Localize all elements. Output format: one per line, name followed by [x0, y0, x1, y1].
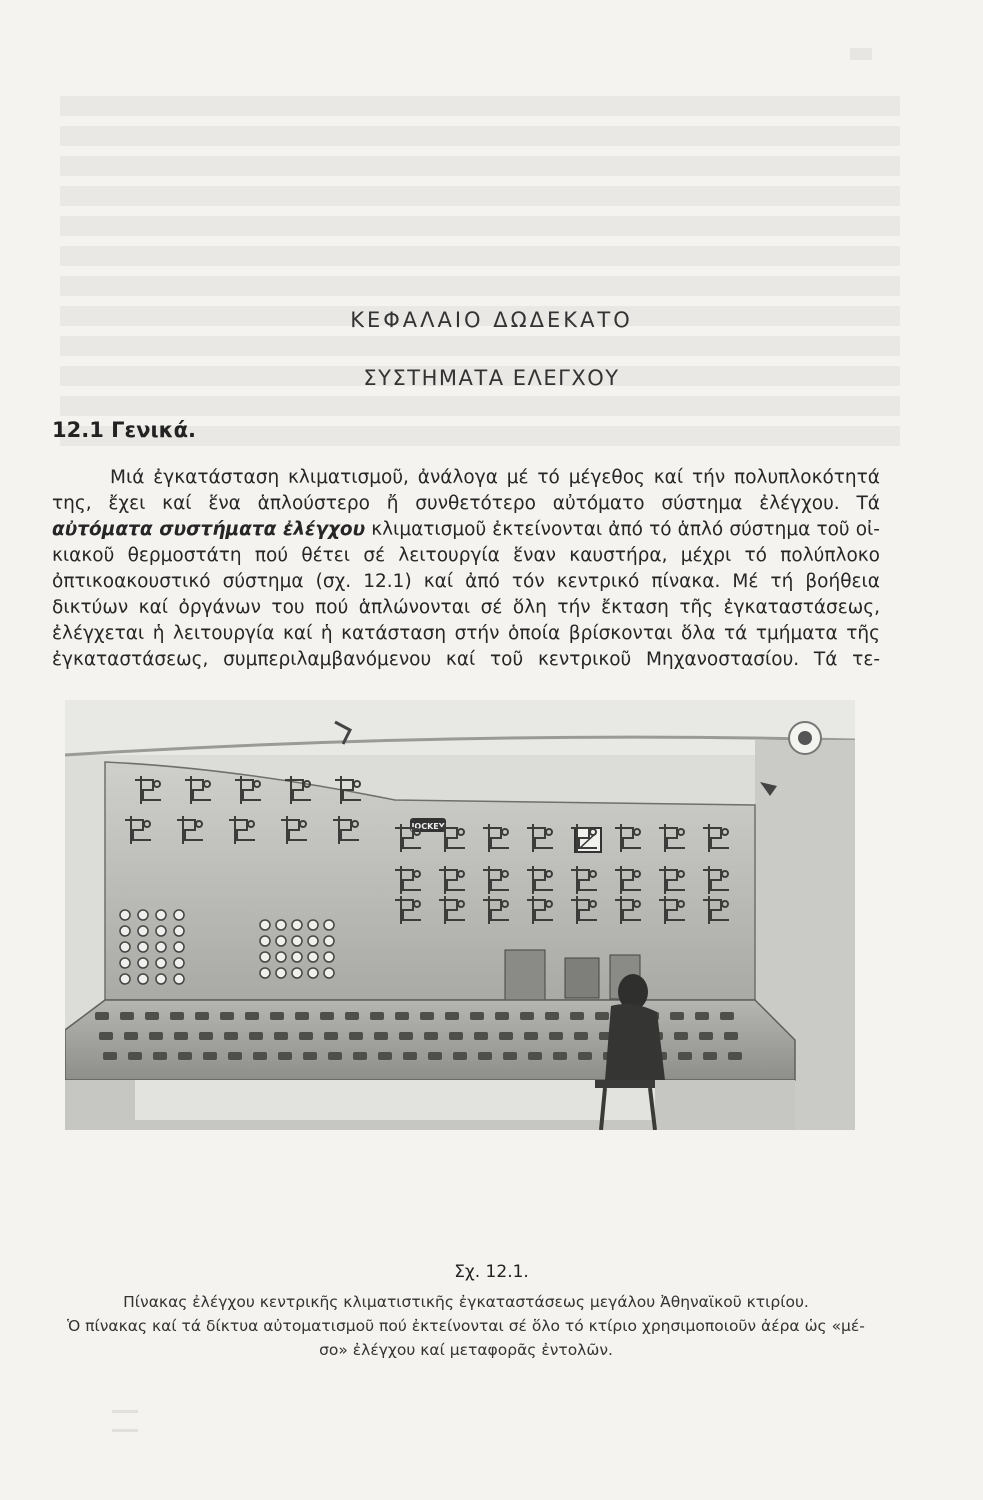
switch-key [153, 1052, 167, 1060]
switch-key [303, 1052, 317, 1060]
paragraph-line: της, ἔχει καί ἕνα ἁπλούστερο ἤ συνθετότερο αὐτόματο σύστημα ἐλέγχου. Τά [52, 493, 880, 514]
switch-key [324, 1032, 338, 1040]
switch-key [678, 1052, 692, 1060]
gauge-icon [308, 952, 318, 962]
switch-key [703, 1052, 717, 1060]
switch-key [495, 1012, 509, 1020]
switch-key [595, 1012, 609, 1020]
switch-key [253, 1052, 267, 1060]
switch-key [320, 1012, 334, 1020]
switch-key [524, 1032, 538, 1040]
gauge-icon [308, 968, 318, 978]
caption-line: Πίνακας ἐλέγχου κεντρικῆς κλιματιστικῆς ἐγκαταστάσεως μεγάλου Ἀθηναϊκοῦ κτιρίου. [123, 1293, 809, 1311]
switch-key [520, 1012, 534, 1020]
gauge-icon [120, 958, 130, 968]
gauge-icon [292, 920, 302, 930]
switch-key [474, 1032, 488, 1040]
switch-key [395, 1012, 409, 1020]
bleed-through-marks [112, 1410, 152, 1450]
bleed-through-text [60, 96, 900, 456]
figure-label: Σχ. 12.1. [454, 1262, 529, 1282]
ceiling-lamp-icon [789, 722, 821, 754]
switch-key [328, 1052, 342, 1060]
gauge-icon [120, 910, 130, 920]
switch-key [195, 1012, 209, 1020]
caption-line: Ὁ πίνακας καί τά δίκτυα αὐτοματισμοῦ πού ἐκτείνονται σέ ὅλο τό κτίριο χρησιμοποιοῦν ἀέρα ὡς «μέ- [67, 1317, 865, 1335]
switch-key [170, 1012, 184, 1020]
gauge-icon [120, 942, 130, 952]
gauge-icon [324, 920, 334, 930]
switch-key [95, 1012, 109, 1020]
switch-key [174, 1032, 188, 1040]
switch-key [299, 1032, 313, 1040]
panel-nameplate: JOCKEY [411, 822, 445, 831]
switch-key [574, 1032, 588, 1040]
gauge-icon [138, 974, 148, 984]
section-heading: 12.1 Γενικά. [52, 418, 197, 442]
switch-key [428, 1052, 442, 1060]
paragraph-line: ὀπτικοακουστικό σύστημα (σχ. 12.1) καί ἀπό τόν κεντρικό πίνακα. Μέ τή βοήθεια [52, 571, 880, 592]
switch-key [570, 1012, 584, 1020]
gauge-icon [276, 936, 286, 946]
paragraph-line: Μιά ἐγκατάσταση κλιματισμοῦ, ἀνάλογα μέ τό μέγεθος καί τήν πολυπλοκότητά [110, 467, 880, 488]
body-paragraph [52, 465, 880, 673]
switch-key [228, 1052, 242, 1060]
switch-key [178, 1052, 192, 1060]
bleed-through-page-number [850, 48, 872, 60]
paragraph-line [52, 517, 880, 543]
figure-caption [52, 1290, 880, 1362]
switch-key [245, 1012, 259, 1020]
gauge-icon [138, 958, 148, 968]
paragraph-line-rest: κλιματισμοῦ ἐκτείνονται ἀπό τό ἁπλό σύστημα τοῦ οἰ- [371, 519, 880, 540]
gauge-icon [174, 958, 184, 968]
switch-key [445, 1012, 459, 1020]
switch-key [149, 1032, 163, 1040]
switch-key [528, 1052, 542, 1060]
caption-line: σο» ἐλέγχου καί μεταφορᾶς ἐντολῶν. [319, 1341, 613, 1359]
gauge-icon [292, 952, 302, 962]
gauge-icon [174, 910, 184, 920]
gauge-icon [156, 942, 166, 952]
switch-key [453, 1052, 467, 1060]
gauge-icon [324, 968, 334, 978]
switch-key [378, 1052, 392, 1060]
switch-key [578, 1052, 592, 1060]
switch-key [674, 1032, 688, 1040]
gauge-icon [120, 974, 130, 984]
gauge-icon [292, 936, 302, 946]
gauge-icon [156, 974, 166, 984]
control-panel-illustration [65, 700, 855, 1130]
switch-key [499, 1032, 513, 1040]
gauge-icon [324, 952, 334, 962]
gauge-icon [276, 968, 286, 978]
switch-key [728, 1052, 742, 1060]
gauge-icon [174, 974, 184, 984]
switch-key [470, 1012, 484, 1020]
gauge-icon [276, 920, 286, 930]
control-panel-photo [65, 700, 855, 1130]
switch-key [353, 1052, 367, 1060]
gauge-icon [260, 968, 270, 978]
paragraph-line: κιακοῦ θερμοστάτη πού θέτει σέ λειτουργία ἕναν καυστήρα, μέχρι τό πολύπλοκο [52, 545, 880, 566]
switch-key [103, 1052, 117, 1060]
gauge-icon [138, 910, 148, 920]
chapter-title: ΣΥΣΤΗΜΑΤΑ ΕΛΕΓΧΟΥ [363, 366, 620, 390]
gauge-icon [174, 926, 184, 936]
gauge-icon [156, 910, 166, 920]
switch-key [699, 1032, 713, 1040]
emphasis-term: αὐτόματα συστήματα ἐλέγχου [52, 519, 366, 540]
gauge-icon [260, 952, 270, 962]
switch-key [370, 1012, 384, 1020]
switch-key [420, 1012, 434, 1020]
gauge-icon [308, 920, 318, 930]
gauge-icon [308, 936, 318, 946]
gauge-icon [292, 968, 302, 978]
switch-key [145, 1012, 159, 1020]
switch-key [224, 1032, 238, 1040]
switch-key [549, 1032, 563, 1040]
switch-key [670, 1012, 684, 1020]
switch-key [220, 1012, 234, 1020]
gauge-icon [138, 926, 148, 936]
switch-key [120, 1012, 134, 1020]
switch-key [345, 1012, 359, 1020]
chapter-label: ΚΕΦΑΛΑΙΟ ΔΩΔΕΚΑΤΟ [350, 308, 633, 332]
paragraph-line: δικτύων καί ὀργάνων του πού ἁπλώνονται σέ ὅλη τήν ἔκταση τῆς ἐγκαταστάσεως, [52, 597, 880, 618]
switch-key [249, 1032, 263, 1040]
switch-key [403, 1052, 417, 1060]
gauge-icon [120, 926, 130, 936]
switch-key [553, 1052, 567, 1060]
switch-key [349, 1032, 363, 1040]
switch-key [295, 1012, 309, 1020]
gauge-icon [156, 958, 166, 968]
paragraph-line: ἐγκαταστάσεως, συμπεριλαμβανόμενου καί τοῦ κεντρικοῦ Μηχανοστασίου. Τά τε- [52, 649, 880, 670]
switch-key [399, 1032, 413, 1040]
switch-key [695, 1012, 709, 1020]
switch-key [270, 1012, 284, 1020]
switch-key [478, 1052, 492, 1060]
gauge-icon [138, 942, 148, 952]
switch-key [545, 1012, 559, 1020]
gauge-icon [276, 952, 286, 962]
switch-key [203, 1052, 217, 1060]
switch-key [720, 1012, 734, 1020]
switch-key [128, 1052, 142, 1060]
switch-key [449, 1032, 463, 1040]
gauge-icon [260, 936, 270, 946]
paragraph-line: ἐλέγχεται ἡ λειτουργία καί ἡ κατάσταση στήν ὁποία βρίσκονται ὅλα τά τμήματα τῆς [52, 623, 880, 644]
gauge-icon [156, 926, 166, 936]
switch-key [124, 1032, 138, 1040]
switch-key [99, 1032, 113, 1040]
gauge-icon [174, 942, 184, 952]
switch-key [424, 1032, 438, 1040]
gauge-icon [260, 920, 270, 930]
switch-key [724, 1032, 738, 1040]
switch-key [278, 1052, 292, 1060]
switch-key [503, 1052, 517, 1060]
gauge-icon [324, 936, 334, 946]
switch-key [374, 1032, 388, 1040]
switch-key [274, 1032, 288, 1040]
switch-key [199, 1032, 213, 1040]
